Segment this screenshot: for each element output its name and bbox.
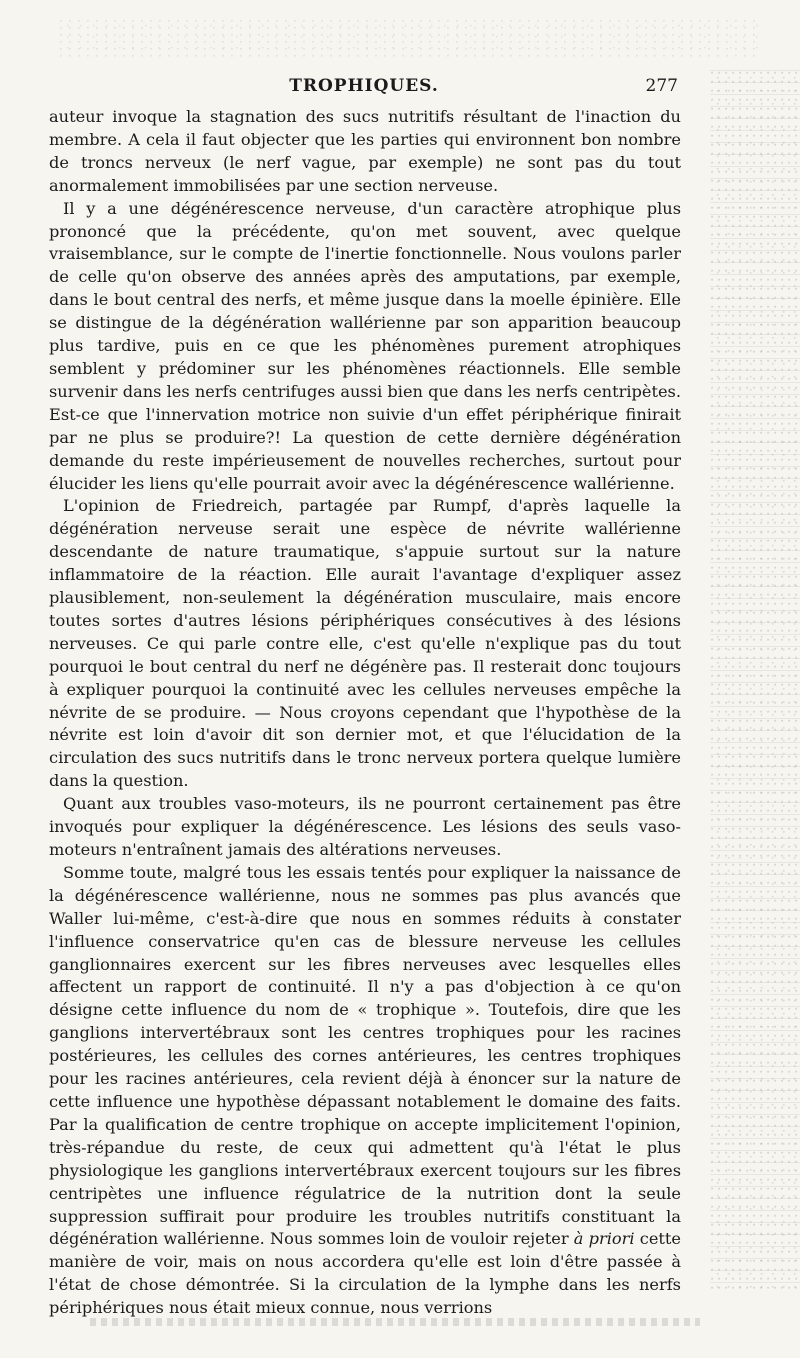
paragraph-1: auteur invoque la stagnation des sucs nutritifs résultant de l'inaction du membre. A cela il faut objecter que les parties qui environnent bon nombre de troncs nerveux (le nerf vague, par exemple) ne sont pas du tout anormalement immobilisées par une section nerveuse. [49, 107, 681, 195]
paragraph-3: L'opinion de Friedreich, partagée par Rumpf, d'après laquelle la dégénération nerveuse serait une espèce de névrite wallérienne descendante de nature traumatique, s'appuie surtout sur la nature inflammatoire de la réaction. Elle aurait l'avantage d'expliquer assez plausiblement, non-seulement la dégénération musculaire, mais encore toutes sortes d'autres lésions périphériques consécutives à des lésions nerveuses. Ce qui parle contre elle, c'est qu'elle n'explique pas du tout pourquoi le bout central du nerf ne dégénère pas. Il resterait donc toujours à expliquer pourquoi la continuité avec les cellules nerveuses empêche la névrite de se produire. — Nous croyons cependant que l'hypothèse de la névrite est loin d'avoir dit son dernier mot, et que l'élucidation de la circulation des sucs nutritifs dans le tronc nerveux portera quelque lumière dans la question. [49, 496, 681, 791]
page-number: 277 [645, 76, 678, 96]
paragraph-5 [49, 862, 681, 1320]
text-body [49, 106, 681, 1320]
scan-noise-top [60, 18, 760, 58]
scan-noise-right-margin [710, 70, 800, 1290]
paragraph-2: Il y a une dégénérescence nerveuse, d'un caractère atrophique plus prononcé que la précédente, qu'on met souvent, avec quelque vraisemblance, sur le compte de l'inertie fonctionnelle. Nous voulons parler de celle qu'on observe des années après des amputations, par exemple, dans le bout central des nerfs, et même jusque dans la moelle épinière. Elle se distingue de la dégénération wallérienne par son apparition beaucoup plus tardive, puis en ce que les phénomènes purement atrophiques semblent y prédominer sur les phénomènes réactionnels. Elle semble survenir dans les nerfs centrifuges aussi bien que dans les nerfs centripètes. Est-ce que l'innervation motrice non suivie d'un effet périphérique finirait par ne plus se produire?! La question de cette dernière dégénération demande du reste impérieusement de nouvelles recherches, surtout pour élucider les liens qu'elle pourrait avoir avec la dégénérescence wallérienne. [49, 198, 681, 493]
running-header [50, 76, 678, 100]
running-title: TROPHIQUES. [289, 76, 439, 96]
paragraph-4: Quant aux troubles vaso-moteurs, ils ne pourront certainement pas être invoqués pour expliquer la dégénérescence. Les lésions des seuls vaso-moteurs n'entraînent jamais des altérations nerveuses. [49, 794, 681, 859]
emphasis-a-priori: à priori [573, 1229, 635, 1249]
paragraph-5-part-2: cette manière de voir, mais on nous accordera qu'elle est loin d'être passée à l'état de chose démontrée. Si la circulation de la lymphe dans les nerfs périphériques nous était mieux connue, nous verrions [49, 1229, 681, 1318]
paragraph-5-part-1: Somme toute, malgré tous les essais tentés pour expliquer la naissance de la dégénérescence wallérienne, nous ne sommes pas plus avancés que Waller lui-même, c'est-à-dire que nous en sommes réduits à constater l'influence conservatrice qu'en cas de blessure nerveuse les cellules ganglionnaires exercent sur les fibres nerveuses avec lesquelles elles affectent un rapport de continuité. Il n'y a pas d'objection à ce qu'on désigne cette influence du nom de « trophique ». Toutefois, dire que les ganglions intervertébraux sont les centres trophiques pour les racines postérieures, les cellules des cornes antérieures, les centres trophiques pour les racines antérieures, cela revient déjà à énoncer sur la nature de cette influence une hypothèse dépassant notablement le domaine des faits. Par la qualification de centre trophique on accepte implicitement l'opinion, très-répandue du reste, de ceux qui admettent qu'à l'état le plus physiologique les ganglions intervertébraux exercent toujours sur les fibres centripètes une influence régulatrice de la nutrition dont la seule suppression suffirait pour produire les troubles nutritifs constituant la dégénération wallérienne. Nous sommes loin de vouloir rejeter [49, 862, 681, 1249]
